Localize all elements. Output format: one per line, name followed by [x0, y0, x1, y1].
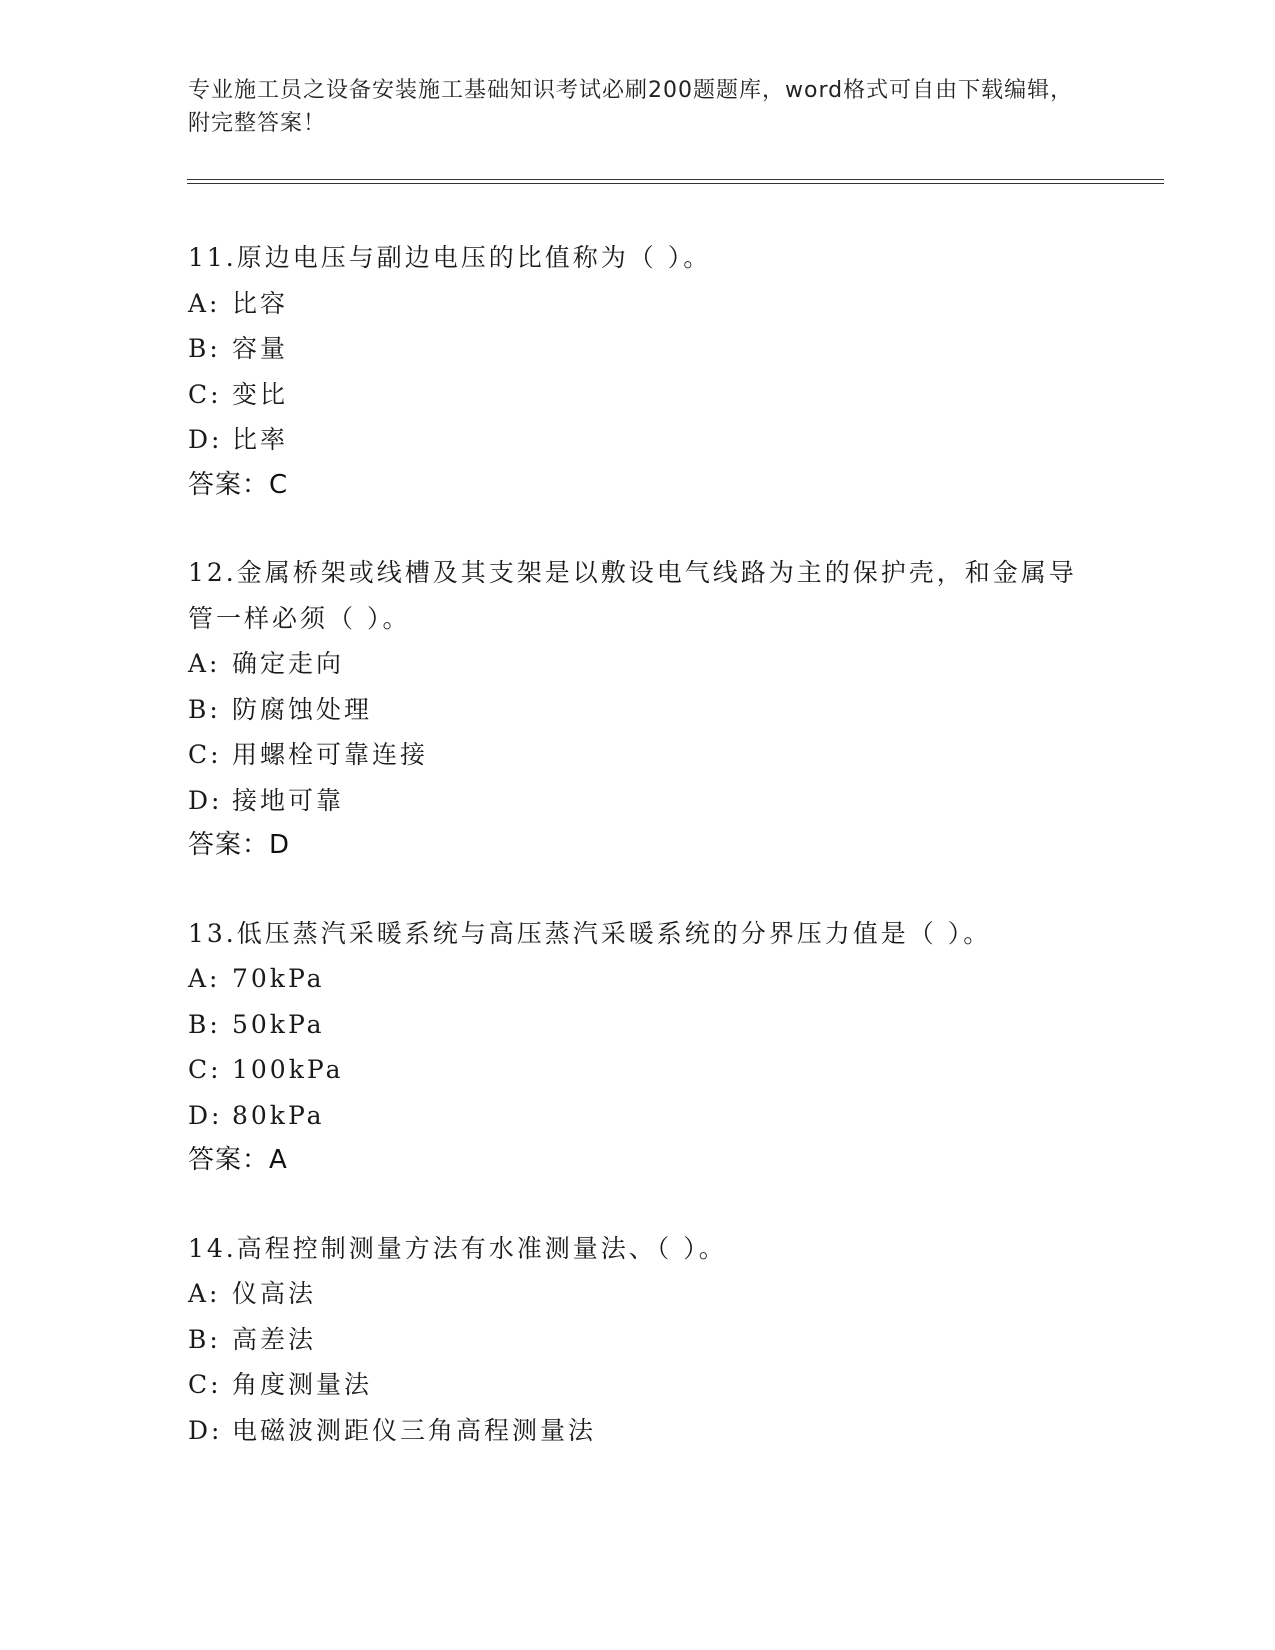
option-text: 接地可靠: [232, 785, 345, 815]
option-text: 角度测量法: [232, 1370, 373, 1399]
option-text: 防腐蚀处理: [232, 694, 373, 724]
question-12: [188, 550, 1088, 869]
question-13: [188, 911, 1088, 1184]
question-stem: 11.原边电压与副边电压的比值称为（ ）。: [188, 243, 712, 272]
option-letter: A:: [188, 964, 221, 993]
option-a: [188, 281, 1088, 327]
option-letter: D:: [188, 785, 223, 815]
option-letter: C:: [188, 1055, 222, 1084]
question-11: [188, 235, 1088, 508]
option-letter: A:: [188, 649, 221, 678]
option-c: [188, 732, 1088, 778]
question-14: [188, 1226, 1088, 1454]
option-letter: B:: [188, 1324, 221, 1354]
option-text: 比率: [232, 425, 289, 454]
option-text: 比容: [232, 288, 289, 318]
option-text: 50kPa: [232, 1009, 325, 1039]
option-d: [188, 417, 1088, 463]
option-a: [188, 956, 1088, 1002]
answer-label: 答案：C: [188, 469, 289, 500]
option-letter: A:: [188, 288, 221, 318]
answer-label: 答案：A: [188, 1145, 288, 1175]
option-b: [188, 326, 1088, 372]
question-stem: 13.低压蒸汽采暖系统与高压蒸汽采暖系统的分界压力值是（ ）。: [188, 918, 992, 948]
option-letter: D:: [188, 1415, 223, 1445]
option-b: [188, 1002, 1088, 1048]
option-d: [188, 778, 1088, 824]
option-text: 电磁波测距仪三角高程测量法: [232, 1415, 597, 1445]
document-header: 专业施工员之设备安装施工基础知识考试必刷200题题库，word格式可自由下载编辑，附完整答案！: [188, 78, 1074, 136]
option-text: 80kPa: [232, 1100, 325, 1130]
question-stem: 12.金属桥架或线槽及其支架是以敷设电气线路为主的保护壳，和金属导管一样必须（ ）。: [188, 558, 1077, 633]
question-stem: 14.高程控制测量方法有水准测量法、（ ）。: [188, 1233, 727, 1263]
option-text: 100kPa: [232, 1055, 344, 1084]
option-text: 用螺栓可靠连接: [232, 740, 429, 769]
option-a: [188, 641, 1088, 687]
option-letter: C:: [188, 740, 222, 769]
option-letter: B:: [188, 334, 221, 363]
option-d: [188, 1408, 1088, 1454]
option-c: [188, 1047, 1088, 1093]
option-letter: C:: [188, 1370, 222, 1399]
option-letter: B:: [188, 1009, 221, 1039]
question-list: [188, 235, 1088, 1495]
option-b: [188, 1317, 1088, 1363]
option-text: 仪高法: [232, 1279, 317, 1308]
option-text: 70kPa: [232, 964, 325, 993]
option-letter: C:: [188, 379, 222, 409]
option-letter: D:: [188, 425, 223, 454]
option-c: [188, 1362, 1088, 1408]
answer-label: 答案：D: [188, 830, 291, 860]
option-letter: D:: [188, 1100, 223, 1130]
option-text: 确定走向: [232, 649, 345, 678]
option-b: [188, 687, 1088, 733]
option-c: [188, 372, 1088, 418]
header-divider: [187, 179, 1164, 184]
option-a: [188, 1271, 1088, 1317]
option-text: 变比: [232, 379, 289, 409]
option-text: 高差法: [232, 1324, 317, 1354]
option-letter: B:: [188, 694, 221, 724]
option-text: 容量: [232, 334, 289, 363]
option-d: [188, 1093, 1088, 1139]
option-letter: A:: [188, 1279, 221, 1308]
